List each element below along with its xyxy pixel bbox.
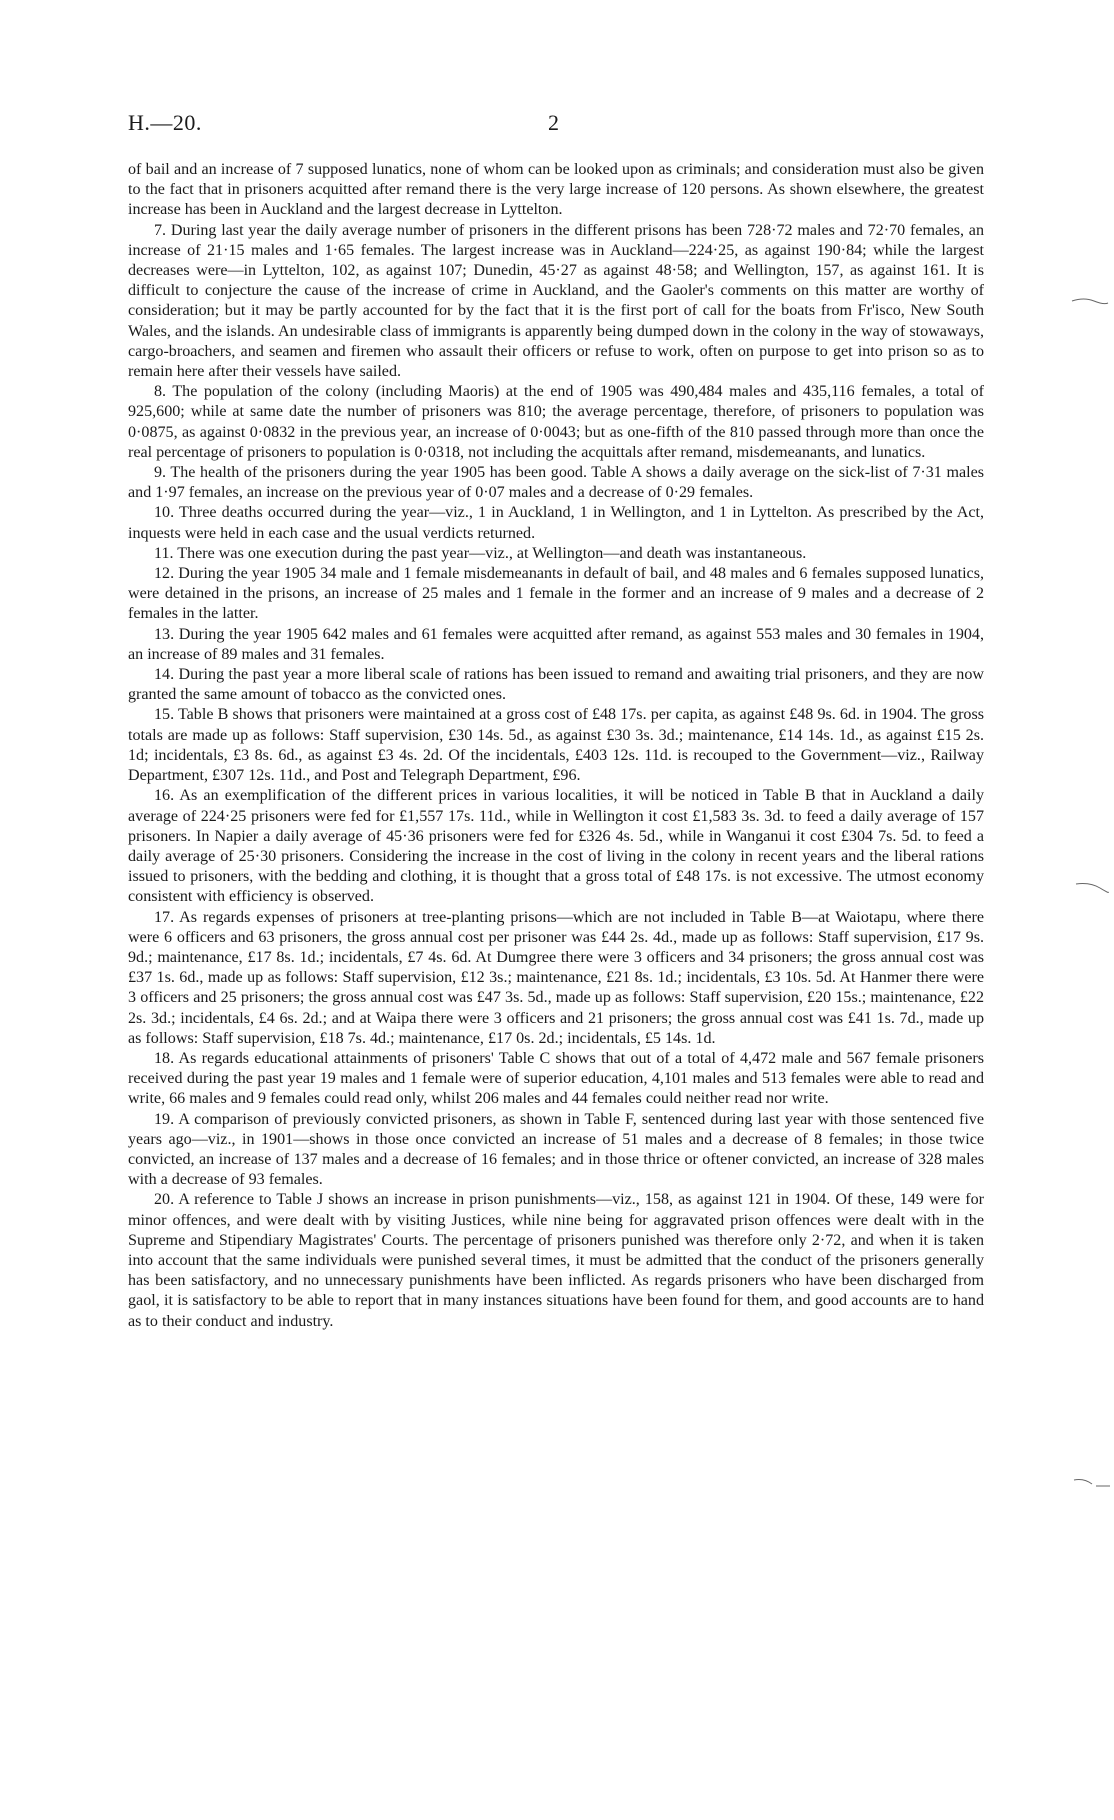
report-body — [128, 160, 984, 1332]
paragraph-10: 10. Three deaths occurred during the year—viz., 1 in Auckland, 1 in Wellington, and 1 in Lyttelton. As prescribed by the Act, inquests were held in each case and the usual verdicts returned. — [128, 504, 984, 542]
paragraph-9: 9. The health of the prisoners during the year 1905 has been good. Table A shows a daily average on the sick-list of 7·31 males and 1·97 females, an increase on the previous year of 0·07 males and a decrease of 0·29 females. — [128, 464, 984, 502]
paragraph-20: 20. A reference to Table J shows an increase in prison punishments—viz., 158, as against 121 in 1904. Of these, 149 were for minor offences, and were dealt with by visiting Justices, while nine being for aggravated prison offences were dealt with in the Supreme and Stipendiary Magistrates' Courts. The percentage of prisoners punished was therefore only 2·72, and when it is taken into account that the same individuals were punished several times, it must be admitted that the conduct of the prisoners generally has been satisfactory, and no unnecessary punishments have been inflicted. As regards prisoners who have been discharged from gaol, it is satisfactory to be able to report that in many instances situations have been found for them, and good accounts are to hand as to their conduct and industry. — [128, 1191, 984, 1330]
paragraph-11: 11. There was one execution during the past year—viz., at Wellington—and death was instantaneous. — [154, 544, 807, 562]
paragraph-13: 13. During the year 1905 642 males and 61 females were acquitted after remand, as against 553 males and 30 females in 1904, an increase of 89 males and 31 females. — [128, 625, 984, 663]
paragraph-7: 7. During last year the daily average number of prisoners in the different prisons has been 728·72 males and 72·70 females, an increase of 21·15 males and 1·65 females. The largest increase was in Auckland—224·25, as against 190·84; while the largest decreases were—in Lyttelton, 102, as against 107; Dunedin, 45·27 as against 48·58; and Wellington, 157, as against 161. It is difficult to conjecture the cause of the increase of crime in Auckland, and the Gaoler's comments on this matter are worthy of consideration; but it may be partly accounted for by the fact that it is the first port of call for the boats from Fr'isco, New South Wales, and the islands. An undesirable class of immigrants is apparently being dumped down in the colony in the way of stowaways, cargo-broachers, and seamen and firemen who assault their officers or refuse to work, often on purpose to get into prison so as to remain here after their vessels have sailed. — [128, 221, 984, 381]
paragraph-15: 15. Table B shows that prisoners were maintained at a gross cost of £48 17s. per capita, as against £48 9s. 6d. in 1904. The gross totals are made up as follows: Staff supervision, £30 14s. 5d., as against £30 3s. 3d.; maintenance, £14 14s. 1d., as against £15 2s. 1d; incidentals, £3 8s. 6d., as against £3 4s. 2d. Of the incidentals, £403 12s. 11d. is recouped to the Government—viz., Railway Department, £307 12s. 11d., and Post and Telegraph Department, £96. — [128, 706, 984, 785]
document-reference: H.—20. — [128, 110, 202, 135]
paragraph-14: 14. During the past year a more liberal scale of rations has been issued to remand and awaiting trial prisoners, and they are now granted the same amount of tobacco as the convicted ones. — [128, 666, 984, 704]
paragraph-continuation: of bail and an increase of 7 supposed lunatics, none of whom can be looked upon as criminals; and consideration must also be given to the fact that in prisoners acquitted after remand there is the very large increase of 120 persons. As shown elsewhere, the greatest increase has been in Auckland and the largest decrease in Lyttelton. — [128, 161, 984, 219]
paragraph-8: 8. The population of the colony (including Maoris) at the end of 1905 was 490,484 males and 435,116 females, a total of 925,600; while at same date the number of prisoners was 810; the average percentage, therefore, of prisoners to population was 0·0875, as against 0·0832 in the previous year, an increase of 0·0043; but as one-fifth of the 810 passed through more than once the real percentage of prisoners to population is 0·0318, not including the acquittals after remand, misdemeanants, and lunatics. — [128, 383, 984, 461]
paragraph-18: 18. As regards educational attainments of prisoners' Table C shows that out of a total of 4,472 male and 567 female prisoners received during the past year 19 males and 1 female were of superior education, 4,101 males and 513 females were able to read and write, 66 males and 9 females could read only, whilst 206 males and 44 females could neither read nor write. — [128, 1049, 984, 1108]
page-number: 2 — [548, 110, 559, 135]
margin-scan-mark — [1070, 295, 1110, 307]
margin-scan-mark — [1072, 1476, 1112, 1490]
paragraph-17: 17. As regards expenses of prisoners at tree-planting prisons—which are not included in Table B—at Waiotapu, where there were 6 officers and 63 prisoners, the gross annual cost per prisoner was £44 2s. 4d., made up as follows: Staff supervision, £17 9s. 9d.; maintenance, £17 8s. 1d.; incidentals, £7 4s. 6d. At Dumgree there were 3 officers and 34 prisoners; the gross annual cost was £37 1s. 6d., made up as follows: Staff supervision, £12 3s.; maintenance, £21 8s. 1d.; incidentals, £3 10s. 5d. At Hanmer there were 3 officers and 25 prisoners; the gross annual cost was £47 3s. 5d., made up as follows: Staff supervision, £20 15s.; maintenance, £22 2s. 3d.; incidentals, £4 6s. 2d.; and at Waipa there were 3 officers and 21 prisoners; the gross annual cost was £41 1s. 7d., made up as follows: Staff supervision, £18 7s. 4d.; maintenance, £17 0s. 2d.; incidentals, £5 14s. 1d. — [128, 908, 984, 1047]
paragraph-16: 16. As an exemplification of the different prices in various localities, it will be noticed in Table B that in Auckland a daily average of 224·25 prisoners were fed for £1,557 17s. 11d., while in Wellington it cost £1,583 3s. 3d. to feed a daily average of 157 prisoners. In Napier a daily average of 45·36 prisoners were fed for £326 4s. 5d., while in Wanganui it cost £304 7s. 5d. to feed a daily average of 25·30 prisoners. Considering the increase in the cost of living in the colony in recent years and the liberal rations issued to prisoners, with the bedding and clothing, it is thought that a gross total of £48 17s. is not excessive. The utmost economy consistent with efficiency is observed. — [128, 787, 984, 906]
page-header — [128, 110, 988, 144]
paragraph-19: 19. A comparison of previously convicted prisoners, as shown in Table F, sentenced during last year with those sentenced five years ago—viz., in 1901—shows in those once convicted an increase of 51 males and a decrease of 8 females; in those twice convicted, an increase of 137 males and a decrease of 16 females; and in those thrice or oftener convicted, an increase of 328 males with a decrease of 93 females. — [128, 1110, 984, 1189]
margin-scan-mark — [1074, 880, 1110, 894]
paragraph-12: 12. During the year 1905 34 male and 1 female misdemeanants in default of bail, and 48 males and 6 females supposed lunatics, were detained in the prisons, an increase of 25 males and 1 female in the former and an increase of 9 males and a decrease of 2 females in the latter. — [128, 565, 984, 623]
